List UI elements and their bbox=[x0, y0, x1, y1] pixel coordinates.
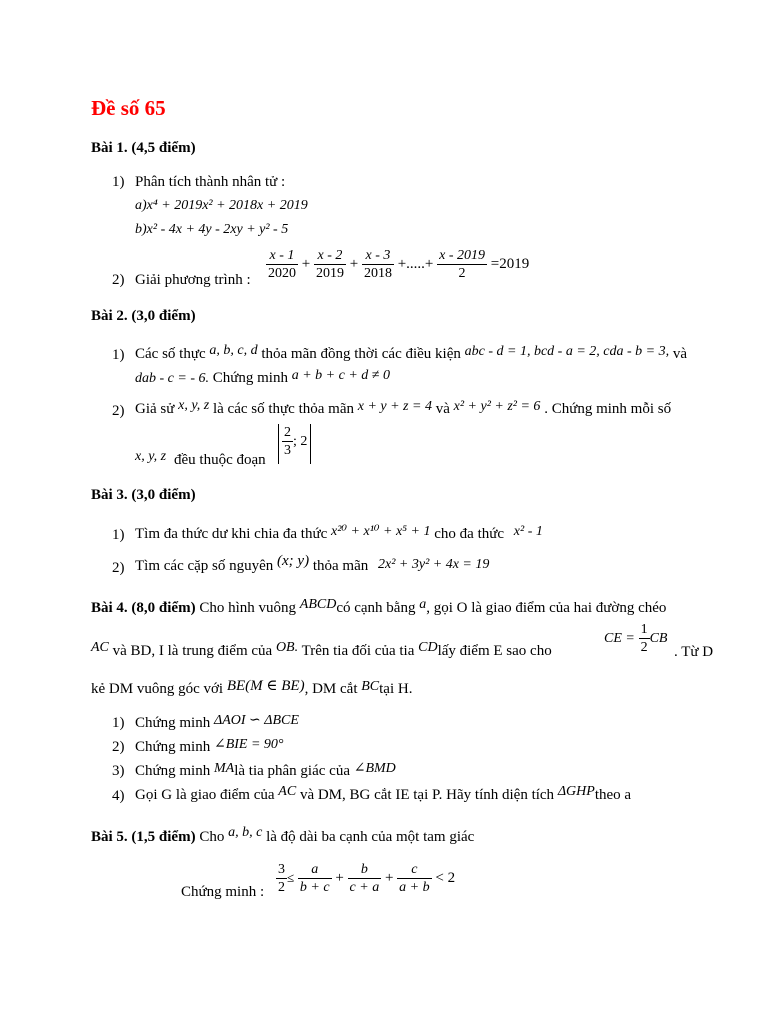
bai1-q1a-expression: a)x⁴ + 2019x² + 2018x + 2019 bbox=[135, 198, 308, 213]
fraction: $\frac{a}{b + c}$ bbox=[299, 862, 330, 895]
bai3-heading: Bài 3. (3,0 điểm) bbox=[91, 487, 196, 503]
fraction: $\frac{x - 1}{2020}$ bbox=[268, 248, 296, 281]
bai2-heading: Bài 2. (3,0 điểm) bbox=[91, 308, 196, 324]
bai3-q2-line: Tìm các cặp số nguyên (x; y) thỏa mãn 2x² + 3y² + 4x = 19 bbox=[135, 553, 490, 574]
fraction: $\frac{3}{2}$ bbox=[278, 862, 285, 895]
bai4-item-2-number: 2) bbox=[112, 739, 125, 755]
bai4-line3: kẻ DM vuông góc với BE(M ∈ BE), DM cắt BCtại H. bbox=[91, 678, 413, 697]
bai2-q2-number: 2) bbox=[112, 403, 125, 419]
bai2-q2-vars: x, y, z bbox=[135, 449, 167, 464]
fraction: $\frac{x - 3}{2018}$ bbox=[363, 248, 392, 281]
bai2-q1-number: 1) bbox=[112, 347, 125, 363]
bai1-q2-equation: $\frac{x - 1}{2020}$ + $\frac{x - 2}{2019}$ + $\frac{x - 3}{2018}$ +.....+ $\frac{x - 2019}{2}$ =2019 bbox=[268, 248, 530, 281]
document-title: Đề số 65 bbox=[91, 96, 166, 120]
bai3-q1-line: Tìm đa thức dư khi chia đa thức x²⁰ + x¹⁰ + x⁵ + 1 cho đa thức x² - 1 bbox=[135, 524, 543, 542]
bai2-q1-line1: Các số thực a, b, c, d thỏa mãn đồng thời các điều kiện abc - d = 1, bcd - a = 2, cda - b = 3, và bbox=[135, 343, 688, 362]
bai4-heading: Bài 4. (8,0 điểm) bbox=[91, 600, 196, 616]
bai3-q1-number: 1) bbox=[112, 527, 125, 543]
bai2-q2-interval: $\frac{2}{3}$ ; 2 bbox=[278, 424, 311, 464]
fraction: $\frac{b}{c + a}$ bbox=[349, 862, 380, 895]
bai2-q2-line2: đều thuộc đoạn bbox=[174, 452, 266, 468]
bai5-line1: Bài 5. (1,5 điểm) Cho a, b, c là độ dài ba cạnh của một tam giác bbox=[91, 825, 475, 845]
bai1-q2-number: 2) bbox=[112, 272, 125, 288]
bai4-item-4-number: 4) bbox=[112, 788, 125, 804]
bai5-heading: Bài 5. (1,5 điểm) bbox=[91, 829, 196, 845]
bai2-q2-line1: Giả sử x, y, z là các số thực thỏa mãn x + y + z = 4 và x² + y² + z² = 6 . Chứng minh mỗi số bbox=[135, 398, 672, 417]
bai1-q2-text: Giải phương trình : bbox=[135, 272, 251, 288]
bai4-line2: AC và BD, I là trung điểm của OB. Trên tia đối của tia CDlấy điểm E sao cho bbox=[91, 640, 552, 659]
bai4-item-2: Chứng minh ∠BIE = 90° bbox=[135, 737, 284, 755]
fraction: $\frac{x - 2019}{2}$ bbox=[439, 248, 485, 281]
fraction: $\frac{x - 2}{2019}$ bbox=[315, 248, 344, 281]
bai3-q2-number: 2) bbox=[112, 560, 125, 576]
bai4-item-3-number: 3) bbox=[112, 763, 125, 779]
bai5-inequality: $\frac{3}{2}$ ≤ $\frac{a}{b + c}$ + $\frac{b}{c + a}$ + $\frac{c}{a + b}$ < 2 bbox=[278, 862, 456, 895]
bai5-prove-label: Chứng minh : bbox=[181, 884, 265, 900]
bai4-item-1-number: 1) bbox=[112, 715, 125, 731]
bai2-q1-line2: dab - c = - 6. Chứng minh a + b + c + d ≠ 0 bbox=[135, 368, 390, 386]
bai1-q1-number: 1) bbox=[112, 174, 125, 190]
bai4-line2-end: . Từ D bbox=[674, 644, 714, 660]
bai4-item-4: Gọi G là giao điểm của AC và DM, BG cắt IE tại P. Hãy tính diện tích ΔGHPtheo a bbox=[135, 784, 632, 803]
fraction: $\frac{c}{a + b}$ bbox=[399, 862, 430, 895]
bai1-q1-text: Phân tích thành nhân tử : bbox=[135, 174, 286, 190]
bai4-line1: Bài 4. (8,0 điểm) Cho hình vuông ABCDcó cạnh bằng a, gọi O là giao điểm của hai đường chéo bbox=[91, 597, 667, 616]
bai1-q1b-expression: b)x² - 4x + 4y - 2xy + y² - 5 bbox=[135, 222, 289, 237]
bai4-ce-formula: CE = $\frac{1}{2}$ CB bbox=[604, 622, 668, 655]
bai1-heading: Bài 1. (4,5 điểm) bbox=[91, 140, 196, 156]
bai4-item-3: Chứng minh MAlà tia phân giác của ∠BMD bbox=[135, 761, 396, 779]
bai4-item-1: Chứng minh ΔAOI ∽ ΔBCE bbox=[135, 713, 299, 731]
